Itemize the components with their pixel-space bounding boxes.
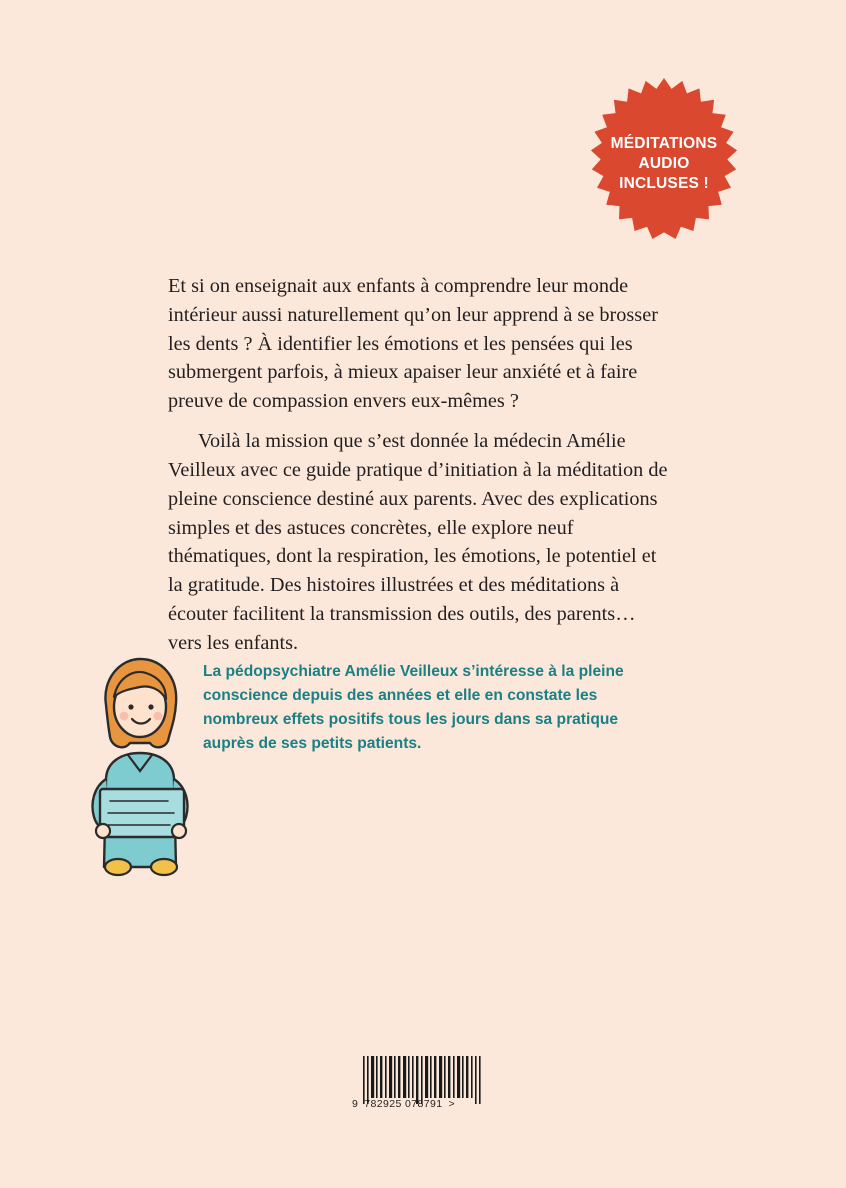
back-cover-blurb [168,272,668,658]
barcode-number: 782925 078791 [364,1098,443,1110]
barcode-bars-icon [361,1056,483,1104]
barcode-digits [352,1098,492,1110]
author-note: La pédopsychiatre Amélie Veilleux s’intéresse à la pleine conscience depuis des années et elle en constate les nombreux effets positifs tous les jours dans sa pratique auprès de ses petits patients. [203,663,624,753]
badge-text-block [568,78,760,250]
badge-line-1: MÉDITATIONS [610,135,718,153]
blurb-paragraph-2: Voilà la mission que s’est donnée la médecin Amélie Veilleux avec ce guide pratique d’initiation à la méditation de pleine conscience destiné aux parents. Avec des explications simples et des astuces concrètes, elle explore neuf thématiques, dont la respiration, les émotions, le potentiel et la gratitude. Des histoires illustrées et des méditations à écouter facilitent la transmission des outils, des parents… vers les enfants. [168,430,668,654]
barcode-lead-digit: 9 [352,1098,359,1110]
barcode-trailing-mark: > [448,1098,455,1110]
blurb-paragraph-1: Et si on enseignait aux enfants à comprendre leur monde intérieur aussi naturellement qu’on leur apprend à se brosser les dents ? À identifier les émotions et les pensées qui les submergent parfois, à mieux apaiser leur anxiété et à faire preuve de compassion envers eux-mêmes ? [168,275,658,413]
meditations-audio-badge [568,78,760,250]
badge-line-2: AUDIO [638,155,690,173]
woman-holding-sign-illustration [76,645,206,880]
badge-line-3: INCLUSES ! [619,174,709,192]
